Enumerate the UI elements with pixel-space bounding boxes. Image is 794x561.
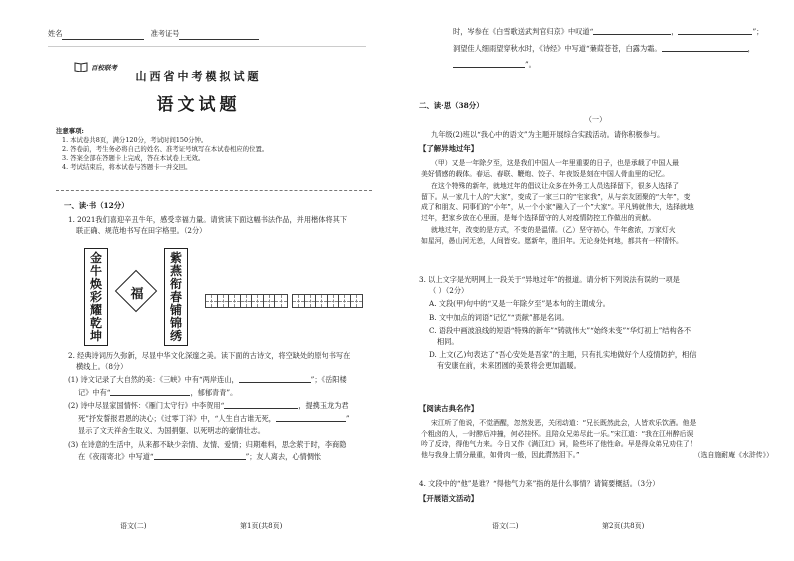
subject-title: 语文试题 <box>156 95 241 115</box>
q3-option-d[interactable]: D. 上文(乙)句表达了“吾心安处是吾家”的主题，只有扎实地做好个人疫情防护，相信 <box>429 350 697 359</box>
notes-item: 3. 答案全部在答题卡上完成，答在本试卷上无效。 <box>62 154 205 162</box>
q3-option-a[interactable]: A. 文段(甲)句中的“又是一年除夕至”是本句的主谓成分。 <box>429 299 610 308</box>
notes-item: 2. 答卷前，考生务必将自己的姓名、准考证号填写在本试卷相应的位置。 <box>62 145 269 153</box>
q2-2-text: ，提携玉龙为君 <box>298 401 349 410</box>
passage-1 <box>421 158 771 246</box>
tag-understand-new-year: 【了解异地过年】 <box>419 144 479 153</box>
tag-read-classics: 【阅读古典名作】 <box>419 404 479 413</box>
passage-line: 吟了反诗，得他气力来。今日又作《满江红》词，险些坏了他性命。早是得众弟兄劝住了！ <box>421 440 697 448</box>
activity-intro: 九年级(2)班以“我心中的语文”为主题开展综合实践活动。请你积极参与。 <box>431 130 665 139</box>
q1-line: 联正确、规范地书写在田字格里。（2分） <box>76 225 207 235</box>
q3-option-c[interactable]: C. 语段中画波浪线的短语“特殊的新年”“铸就伟大”“始终未变”“华灯初上”结构各不 <box>429 326 692 335</box>
cont-text: 时，岑参在《白雪歌送武判官归京》中叹道“ <box>453 27 594 36</box>
answer-blank[interactable] <box>678 27 752 35</box>
couplet-char: 牛 <box>89 264 102 278</box>
part-number: （一） <box>584 115 607 124</box>
answer-blank[interactable] <box>276 414 346 422</box>
grid-cell[interactable] <box>206 295 218 307</box>
grid-cell[interactable] <box>218 295 230 307</box>
name-blank[interactable] <box>62 39 144 40</box>
cont-line <box>453 60 773 71</box>
notes-item: 1. 本试卷共8页，满分120分，考试时间150分钟。 <box>62 136 208 144</box>
cont-text: ”； <box>752 27 764 36</box>
passage-line: 过年，把家乡放在心里面，是每个选择留守的人对疫情防控工作做出的贡献。 <box>421 213 656 222</box>
grid-cell[interactable] <box>293 295 305 307</box>
footer-page: 第1页(共8页) <box>240 522 283 530</box>
footer-page: 第2页(共8页) <box>602 522 645 530</box>
passage-2 <box>421 418 773 460</box>
section1-title: 一、读·书（12分） <box>64 201 129 210</box>
couplet-char: 绣 <box>169 329 182 343</box>
header-divider <box>48 46 366 47</box>
passage-line: 个粗卤的人，一时醉后冲撞，何必挂怀。且陪众兄弟尽此一乐。”宋江道：“我在江州醉后误 <box>421 429 694 438</box>
cont-text: ， <box>671 27 679 36</box>
couplet-char: 耀 <box>89 303 102 317</box>
grid-cell[interactable] <box>241 295 253 307</box>
cont-line <box>453 44 773 55</box>
notes-divider <box>56 190 372 191</box>
grid-cell[interactable] <box>351 295 363 307</box>
q4-stem: 4. 文段中的“他”是谁？“得他气力来”指的是什么事情？请简要概括。（3分） <box>419 479 660 488</box>
grid-cell[interactable] <box>328 295 340 307</box>
q2-block <box>68 351 378 463</box>
fu-character: 福 <box>130 287 144 302</box>
tianzige-grid[interactable] <box>205 294 288 308</box>
grid-cell[interactable] <box>316 295 328 307</box>
tag-language-activity: 【开展语文活动】 <box>419 494 479 503</box>
grid-cell[interactable] <box>339 295 351 307</box>
passage-line: （甲）又是一年除夕至，这是我们中国人一年里重要的日子，也是承载了中国人最 <box>431 159 680 167</box>
q1-text <box>68 215 368 236</box>
answer-blank[interactable] <box>239 375 311 383</box>
q2-3-text: ”；友人离去，心情惆怅 <box>245 452 322 461</box>
q3-option-d-cont: 有安康在前，未来团圆的美景将会更加温暖。 <box>437 360 581 370</box>
q2-2-line <box>68 401 378 412</box>
answer-blank[interactable] <box>662 44 748 52</box>
q2-3-line <box>68 452 378 463</box>
logo-text: 百校联考 <box>91 63 117 72</box>
couplet-char: 金 <box>89 251 102 265</box>
q3-option-b[interactable]: B. 文中加点的词语“记忆”“贡献”都是名词。 <box>429 312 569 322</box>
q3-stem: 3. 以上文字是光明网上一段关于“异地过年”的报道。请分析下列说法有误的一项是 <box>419 275 680 284</box>
q3-block <box>419 275 769 371</box>
couplet-char: 锦 <box>169 316 182 330</box>
passage-source: （选自施耐庵《水浒传》） <box>693 450 773 459</box>
notes-heading: 注意事项: <box>56 127 84 135</box>
couplet-char: 衔 <box>169 277 182 291</box>
exam-no-blank[interactable] <box>179 39 259 40</box>
couplet-char: 乾 <box>89 316 102 330</box>
q2-2-line: 显示了文天祥舍生取义、为国捐躯、以死明志的豪情壮志。 <box>78 426 265 435</box>
couplet-char: 坤 <box>89 329 102 343</box>
cont-line <box>453 27 773 38</box>
q2-3-line: (3) 在诗意的生活中，从来都不缺少亲情、友情、爱情；归期难料，思念萦于时，李商隐 <box>68 439 347 449</box>
couplet-char: 焕 <box>89 277 102 291</box>
q2-line: 2. 经典诗词历久弥新，尽显中华文化深邃之美。读下面的古诗文，将空缺处的原句书写在 <box>68 351 351 360</box>
tianzige-grid[interactable] <box>292 294 363 308</box>
notes-block <box>56 127 376 172</box>
answer-blank[interactable] <box>453 60 525 68</box>
q2-1-line <box>68 388 378 399</box>
passage-text: 他与我身上情分最重，如骨肉一般，因此潸然泪下。” <box>421 450 580 459</box>
q2-1-text: ”；《岳阳楼 <box>310 375 347 384</box>
footer-subject: 语文(二) <box>492 522 519 530</box>
passage-line <box>421 450 773 461</box>
q2-1-line <box>68 375 378 386</box>
q2-1-text: 记》中有“ <box>78 387 111 397</box>
couplet-char: 紫 <box>169 251 182 265</box>
grid-cell[interactable] <box>229 295 241 307</box>
answer-blank[interactable] <box>593 27 671 35</box>
cont-text: ， <box>747 43 755 53</box>
passage-line: 如星河，愚山河无恙，人间皆安。愿新年，胜旧年。无论身处何地，都共有一样情怀。 <box>421 236 683 245</box>
grid-cell[interactable] <box>305 295 317 307</box>
couplet-left-scroll <box>84 248 108 346</box>
q3-option-c-cont: 相同。 <box>437 336 459 346</box>
grid-cell[interactable] <box>264 295 276 307</box>
answer-blank[interactable] <box>224 401 298 409</box>
couplet-char: 燕 <box>169 264 182 278</box>
passage-line: 留下。从一家几十人的“大家”，变成了一家三口的“宅家我”，从与亲友团聚的“大年”，变 <box>421 192 691 201</box>
q2-2-text: 死”抒发誓报君恩的决心；《过零丁洋》中，“人生自古谁无死， <box>78 413 276 423</box>
q2-2-line <box>68 414 378 425</box>
cont-text: ”。 <box>525 60 536 69</box>
name-label: 姓名 <box>48 29 63 38</box>
exam-title: 山西省中考模拟试题 <box>135 70 262 83</box>
passage-line: 成了和朋友、同事们的“小年”，从一个小家“融入了一个”大家“。平凡铸就伟大，选择就地 <box>421 203 694 211</box>
q2-continued <box>453 27 773 71</box>
cont-text: 洞望佳人细雨望穿秋水时，《诗经》中写道“蒹葭苍苍，白露为霜。 <box>453 43 662 53</box>
q2-2-text: ” <box>345 413 350 423</box>
answer-blank[interactable] <box>110 388 190 396</box>
q2-1-text: (1) 诗文记录了大自然的美：《三峡》中有“两岸连山， <box>68 375 239 384</box>
couplet-char: 铺 <box>169 303 182 317</box>
footer-subject: 语文(二) <box>120 522 147 530</box>
couplet-char: 春 <box>169 290 182 304</box>
student-header <box>48 29 259 40</box>
passage-line: 在这个特殊的新年，就地过年的倡议让众多在外务工人员选择留下，很多人选择了 <box>431 182 680 190</box>
passage-line: 美好情感的载体。春运、春联、鞭炮、饺子、年夜饭是刻在中国人骨血里的记忆。 <box>421 169 670 178</box>
q3-answer-paren[interactable]: （ ）（2分） <box>429 285 469 295</box>
grid-cell[interactable] <box>252 295 264 307</box>
q2-3-text: 在《夜雨寄北》中写道“ <box>78 452 154 461</box>
q2-line: 横线上。（8分） <box>76 361 128 371</box>
q1-line: 1. 2021我们喜迎辛丑牛年，感受幸福力量。请赏读下面这幅书法作品，并用楷体将其下 <box>68 215 348 224</box>
q2-2-text: (2) 诗中尽显家国情怀：《雁门太守行》中李贺用“ <box>68 401 225 410</box>
passage-line: 宋江听了他说，不觉酒醒，忽然发恶，关闭动道：“兄长既然此会，人皆欢乐饮酒。他是 <box>431 419 697 427</box>
section2-title: 二、读·思（38分） <box>419 101 484 110</box>
notes-item: 4. 考试结束后，将本试卷与答题卡一并交回。 <box>62 163 192 171</box>
exam-no-label: 准考证号 <box>150 29 180 38</box>
couplet-right-scroll <box>164 248 188 346</box>
grid-cell[interactable] <box>275 295 287 307</box>
passage-line: 就地过年，改变的是方式，不变的是温情。（乙）坚守初心，牛年愈浓，万家灯火 <box>431 226 676 234</box>
answer-blank[interactable] <box>154 452 246 460</box>
right-page <box>397 0 794 561</box>
couplet-char: 彩 <box>89 290 102 304</box>
q2-1-text: ，郁郁青青”。 <box>190 387 238 397</box>
